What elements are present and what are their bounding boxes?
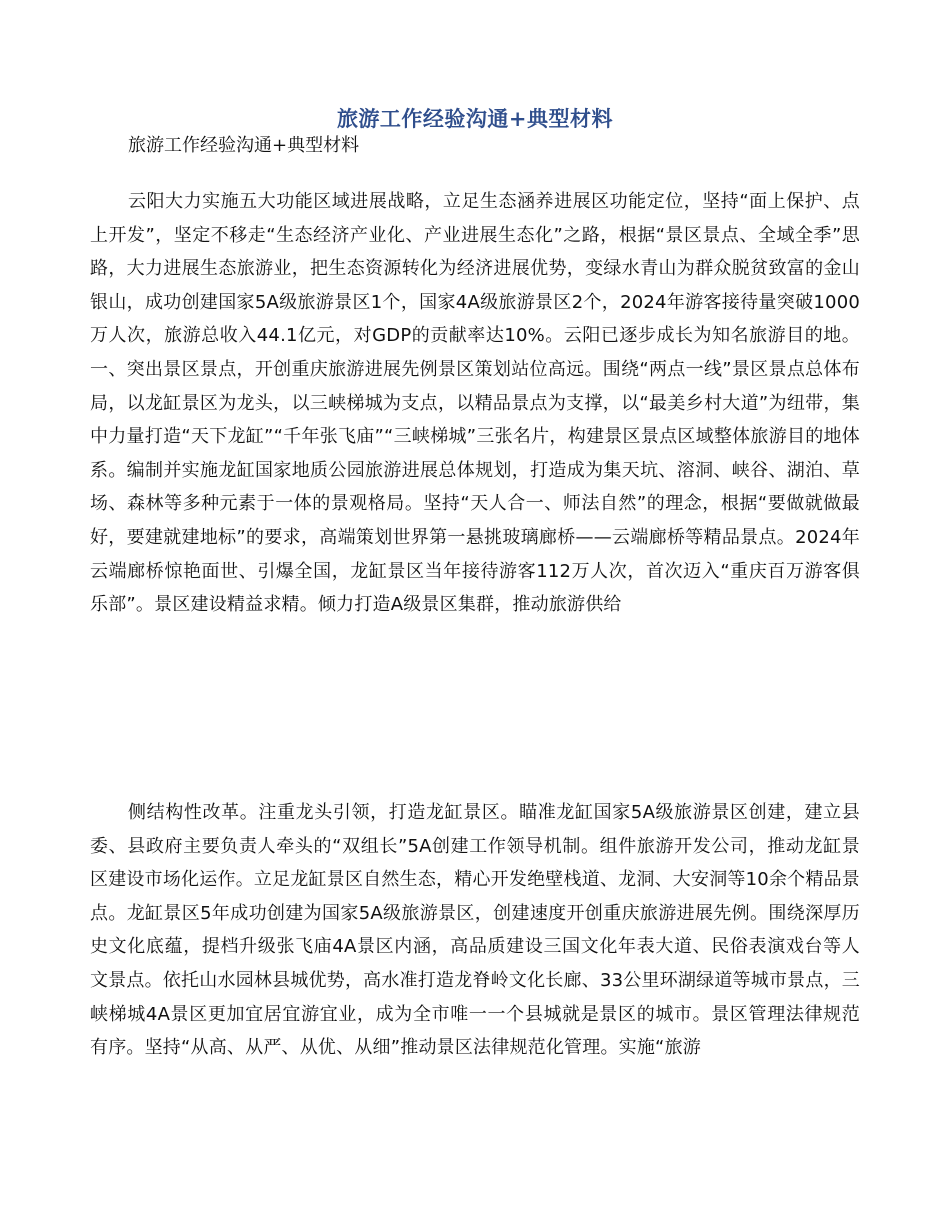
document-subtitle: 旅游工作经验沟通+典型材料 [128, 135, 360, 156]
body-paragraph-1: 云阳大力实施五大功能区域进展战略，立足生态涵养进展区功能定位，坚持“面上保护、点上开发”，坚定不移走“生态经济产业化、产业进展生态化”之路，根据“景区景点、全域全季”思路，大力进展生态旅游业，把生态资源转化为经济进展优势，变绿水青山为群众脱贫致富的金山银山，成功创建国家5A级旅游景区1个，国家4A级旅游景区2个，2024年游客接待量突破1000万人次，旅游总收入44.1亿元，对GDP的贡献率达10%。云阳已逐步成长为知名旅游目的地。一、突出景区景点，开创重庆旅游进展先例景区策划站位高远。围绕“两点一线”景区景点总体布局，以龙缸景区为龙头，以三峡梯城为支点，以精品景点为支撑，以“最美乡村大道”为纽带，集中力量打造“天下龙缸”“千年张飞庙”“三峡梯城”三张名片，构建景区景点区域整体旅游目的地体系。编制并实施龙缸国家地质公园旅游进展总体规划，打造成为集天坑、溶洞、峡谷、湖泊、草场、森林等多种元素于一体的景观格局。坚持“天人合一、师法自然”的理念，根据“要做就做最好，要建就建地标”的要求，高端策划世界第一悬挑玻璃廊桥——云端廊桥等精品景点。2024年云端廊桥惊艳面世、引爆全国，龙缸景区当年接待游客112万人次，首次迈入“重庆百万游客俱乐部”。景区建设精益求精。倾力打造A级景区集群，推动旅游供给 [90, 191, 860, 616]
document-title: 旅游工作经验沟通+典型材料 [336, 106, 614, 131]
body-paragraph-2: 侧结构性改革。注重龙头引领，打造龙缸景区。瞄准龙缸国家5A级旅游景区创建，建立县委、县政府主要负责人牵头的“双组长”5A创建工作领导机制。组件旅游开发公司，推动龙缸景区建设市场化运作。立足龙缸景区自然生态，精心开发绝壁栈道、龙洞、大安洞等10余个精品景点。龙缸景区5年成功创建为国家5A级旅游景区，创建速度开创重庆旅游进展先例。围绕深厚历史文化底蕴，提档升级张飞庙4A景区内涵，高品质建设三国文化年表大道、民俗表演戏台等人文景点。依托山水园林县城优势，高水准打造龙脊岭文化长廊、33公里环湖绿道等城市景点，三峡梯城4A景区更加宜居宜游宜业，成为全市唯一一个县城就是景区的城市。景区管理法律规范有序。坚持“从高、从严、从优、从细”推动景区法律规范化管理。实施“旅游 [90, 802, 860, 1059]
